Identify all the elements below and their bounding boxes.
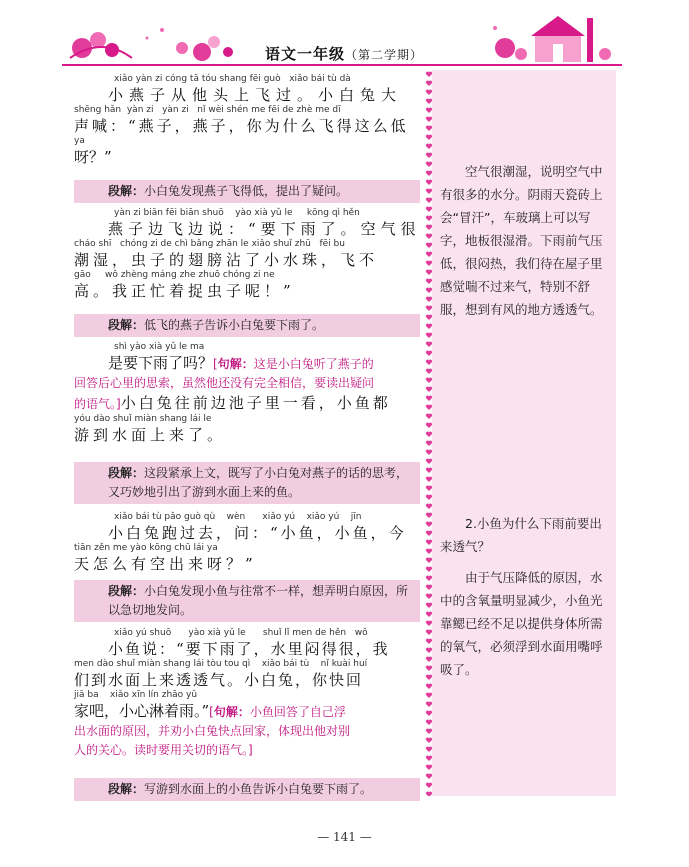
paragraph-2 <box>74 208 420 301</box>
sentence-note-text: 出水面的原因，并劝小白兔快点回家，体现出他对别 <box>74 724 351 738</box>
paragraph-5: xiǎo yú shuō yào xià yǔ le shuǐ lǐ men de hěn wǒ 小鱼说：“要下雨了，水里闷得很，我 men dào shuǐ miàn shang lái tòu tou qì xiǎo bái tù nǐ kuài huí 们到水面上来透透气。小白兔，你快回 jiā ba xiǎo xīn lín zhāo yǔ 家吧，小心淋着雨。”[句解：小鱼回答了自己浮 出水面的原因，并劝小白兔快点回家，体现出他对别 人的关心。读时要用关切的语气。] <box>74 628 420 760</box>
pinyin-line: xiǎo bái tù pǎo guò qù wèn xiǎo yú xiǎo yú jīn <box>114 512 362 522</box>
pinyin-line: cháo shī chóng zi de chì bǎng zhān le xiǎo shuǐ zhū fēi bu <box>74 239 345 249</box>
paragraph-note-2 <box>74 314 420 337</box>
pinyin-line: xiǎo yàn zi cóng tā tóu shang fēi guò xiǎo bái tù dà <box>114 74 351 84</box>
text-line: 声喊：“燕子，燕子，你为什么飞得这么低 <box>74 117 409 135</box>
paragraph-note-1 <box>74 180 420 203</box>
paragraph-note-3 <box>74 462 420 504</box>
side-answer-2: 由于气压降低的原因，水中的含氧量明显减少，小鱼光靠鳃已经不足以提供身体所需的氧气，必须浮到水面用嘴呼吸了。 <box>440 570 603 677</box>
pinyin-line: shēng hǎn yàn zi yàn zi nǐ wèi shén me fēi de zhè me dī <box>74 105 341 115</box>
note-text: 小白兔发现燕子飞得低，提出了疑问。 <box>144 184 349 198</box>
sentence-note-label: 句解： <box>217 357 254 371</box>
paragraph-note-5 <box>74 778 420 801</box>
text-line: 燕子边飞边说：“要下雨了。空气很 <box>108 220 421 238</box>
pinyin-line: jiā ba xiǎo xīn lín zhāo yǔ <box>74 690 198 700</box>
paragraph-3: shì yào xià yǔ le ma 是要下雨了吗？[句解：这是小白兔听了燕子的 回答后心里的思索，虽然他还没有完全相信，要读出疑问 的语气。]小白兔往前边池子里一看，小鱼都 yóu dào shuǐ miàn shang lái le 游到水面上来了。 <box>74 342 420 445</box>
text-line: 高。我正忙着捉虫子呢！” <box>74 282 295 300</box>
sentence-note-text: 的语气。 <box>74 397 117 411</box>
side-annotation-column <box>432 70 616 796</box>
text-line: 天怎么有空出来呀？” <box>74 555 257 573</box>
pinyin-line: ya <box>74 136 85 146</box>
text-line: 小白兔往前边池子里一看，小鱼都 <box>120 394 391 412</box>
sentence-note-text: 小鱼回答了自己浮 <box>249 705 346 719</box>
text-line: 潮湿，虫子的翅膀沾了小水珠，飞不 <box>74 251 379 269</box>
note-label: 段解： <box>108 782 145 796</box>
note-text: 低飞的燕子告诉小白兔要下雨了。 <box>144 318 325 332</box>
text-line: 小白兔跑过去，问：“小鱼，小鱼，今 <box>108 524 407 542</box>
note-label: 段解： <box>108 466 145 480</box>
page-number: — 141 — <box>317 830 372 844</box>
note-text: 写游到水面上的小鱼告诉小白兔要下雨了。 <box>144 782 373 796</box>
pinyin-line: yàn zi biān fēi biān shuō yào xià yǔ le kōng qì hěn <box>114 208 360 218</box>
text-line: 小鱼说：“要下雨了，水里闷得很，我 <box>108 640 390 658</box>
paragraph-note-4 <box>74 580 420 622</box>
side-explanation-1: 空气很潮湿，说明空气中有很多的水分。阴雨天瓷砖上会“冒汗”，车玻璃上可以写字，地板很湿滑。下雨前气压低，很闷热，我们待在屋子里感觉喘不过来气，特别不舒服，想到有风的地方透透气。 <box>440 164 603 317</box>
pinyin-line: gāo wǒ zhèng máng zhe zhuō chóng zi ne <box>74 270 275 280</box>
page-title <box>265 43 423 64</box>
note-label: 段解： <box>108 184 145 198</box>
pinyin-line: men dào shuǐ miàn shang lái tòu tou qì xiǎo bái tù nǐ kuài huí <box>74 659 368 669</box>
text-line: 游到水面上来了。 <box>74 426 227 444</box>
paragraph-4 <box>74 512 420 574</box>
sentence-note-label: 句解： <box>213 705 250 719</box>
paragraph-1 <box>74 74 420 167</box>
text-line: 们到水面上来透透气。小白兔，你快回 <box>74 671 364 689</box>
text-line: 是要下雨了吗？ <box>108 354 214 372</box>
note-label: 段解： <box>108 318 145 332</box>
note-text: 这段紧承上文，既写了小白兔对燕子的话的思考，又巧妙地引出了游到水面上来的鱼。 <box>108 466 409 499</box>
sentence-note-text: 这是小白兔听了燕子的 <box>253 357 374 371</box>
book-title: 语文一年级 <box>265 45 346 63</box>
pinyin-line: tiān zěn me yào kōng chū lái ya <box>74 543 218 553</box>
pinyin-line: yóu dào shuǐ miàn shang lái le <box>74 414 212 424</box>
house-decoration-icon <box>475 10 625 66</box>
flower-decoration-icon <box>62 18 252 66</box>
text-line: 小燕子从他头上飞过。小白兔大 <box>108 86 403 104</box>
text-line: 家吧，小心淋着雨。” <box>74 702 210 720</box>
note-label: 段解： <box>108 584 145 598</box>
book-subtitle: （第二学期） <box>345 48 424 62</box>
main-text-column <box>74 66 420 798</box>
sentence-note-text: 回答后心里的思索，虽然他还没有完全相信，要读出疑问 <box>74 376 375 390</box>
sentence-note-text: 人的关心。读时要用关切的语气。 <box>74 743 249 757</box>
note-text: 小白兔发现小鱼与往常不一样，想弄明白原因，所以急切地发问。 <box>108 584 409 617</box>
page-header <box>0 0 689 72</box>
pinyin-line: shì yào xià yǔ le ma <box>114 342 205 352</box>
pinyin-line: xiǎo yú shuō yào xià yǔ le shuǐ lǐ men de hěn wǒ <box>114 628 368 638</box>
text-line: 呀？” <box>74 148 112 166</box>
side-question-2: 2.小鱼为什么下雨前要出来透气？ <box>440 516 602 554</box>
